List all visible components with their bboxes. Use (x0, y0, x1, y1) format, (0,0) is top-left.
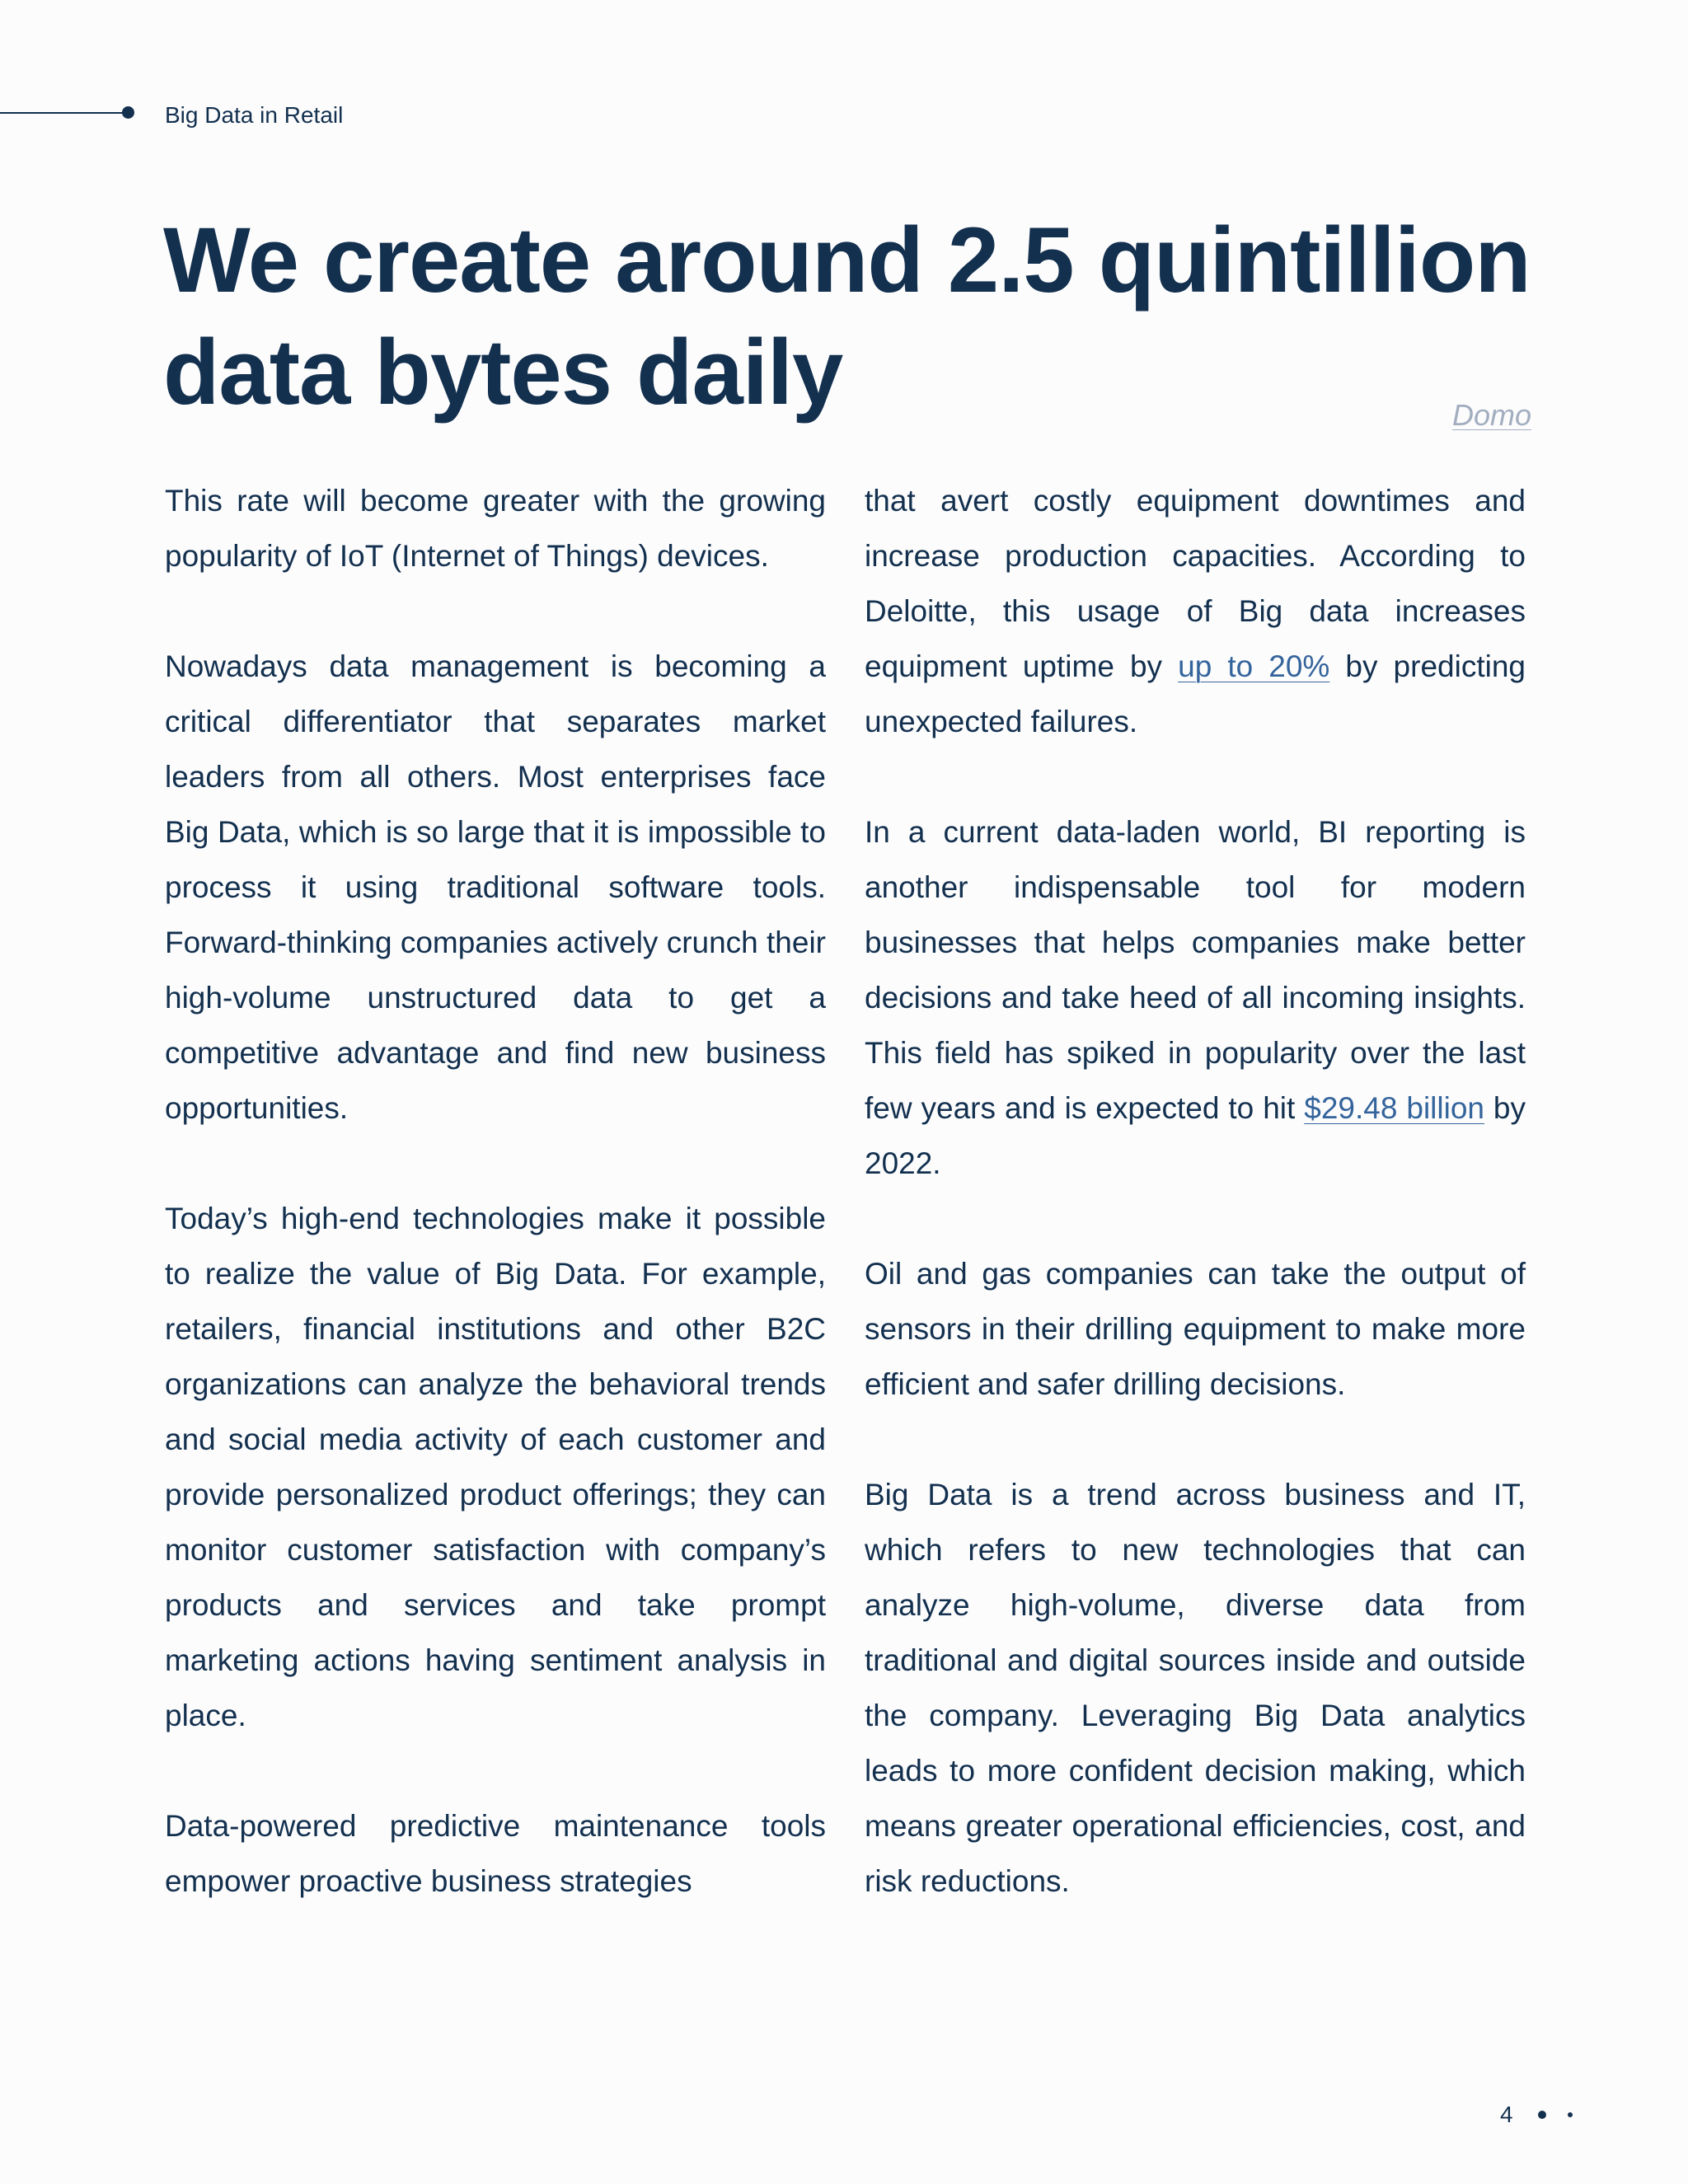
dot-icon (1568, 2112, 1573, 2117)
paragraph-big-data-trend: Big Data is a trend across business and IT, which refers to new technologies that can analyze high-volume, diverse data from traditional and digital sources inside and outside the company. Leveraging Big Data analytics leads to more confident decision making, which means greater operational efficiencies, cost, and risk reductions. (865, 1478, 1526, 1898)
dot-icon (1538, 2111, 1546, 2119)
source-link[interactable]: Domo (1451, 398, 1531, 432)
paragraph-equipment-uptime (865, 473, 1526, 749)
page-footer (1500, 2100, 1573, 2130)
paragraph-predictive-maintenance: Data-powered predictive maintenance tools empower proactive business strategies (165, 1809, 826, 1898)
paragraph-text: In a current data-laden world, BI reporting is another indispensable tool for modern businesses that helps companies make better decisions and take heed of all incoming insights. This field has spiked in popularity over the last few years and is expected to hit (865, 815, 1526, 1125)
section-label: Big Data in Retail (165, 102, 344, 128)
paragraph-text: by predicting unexpected failures. (865, 649, 1526, 738)
paragraph-text: that avert costly equipment downtimes and increase production capacities. According to Deloitte, this usage of Big data increases equipment uptime by (865, 484, 1526, 683)
uptime-link[interactable]: up to 20% (1178, 649, 1330, 683)
paragraph-oil-and-gas: Oil and gas companies can take the output of sensors in their drilling equipment to make more efficient and safer drilling decisions. (865, 1257, 1526, 1401)
left-column (165, 473, 826, 1964)
paragraph-text: by 2022. (865, 1091, 1526, 1180)
paragraph-data-management: Nowadays data management is becoming a critical differentiator that separates market leaders from all others. Most enterprises face Big Data, which is so large that it is impossible to process it using traditional software tools. Forward-thinking companies actively crunch their high-volume unstructured data to get a competitive advantage and find new business opportunities. (165, 649, 827, 1125)
page-number: 4 (1500, 2102, 1513, 2127)
header-rule (0, 112, 125, 114)
paragraph-bi-reporting (865, 804, 1526, 1191)
paragraph-high-end-technologies: Today’s high-end technologies make it possible to realize the value of Big Data. For example, retailers, financial institutions and other B2C organizations can analyze the behavioral trends and social media activity of each customer and provide personalized product offerings; they can monitor customer satisfaction with company’s products and services and take prompt marketing actions having sentiment analysis in place. (165, 1202, 826, 1732)
page-title: We create around 2.5 quintillion data bytes daily (163, 209, 1531, 424)
header-dot-icon (122, 106, 134, 119)
paragraph-iot-growth: This rate will become greater with the growing popularity of IoT (Internet of Things) devices. (165, 484, 826, 573)
right-column (865, 473, 1526, 1964)
bi-market-link[interactable]: $29.48 billion (1304, 1091, 1484, 1125)
